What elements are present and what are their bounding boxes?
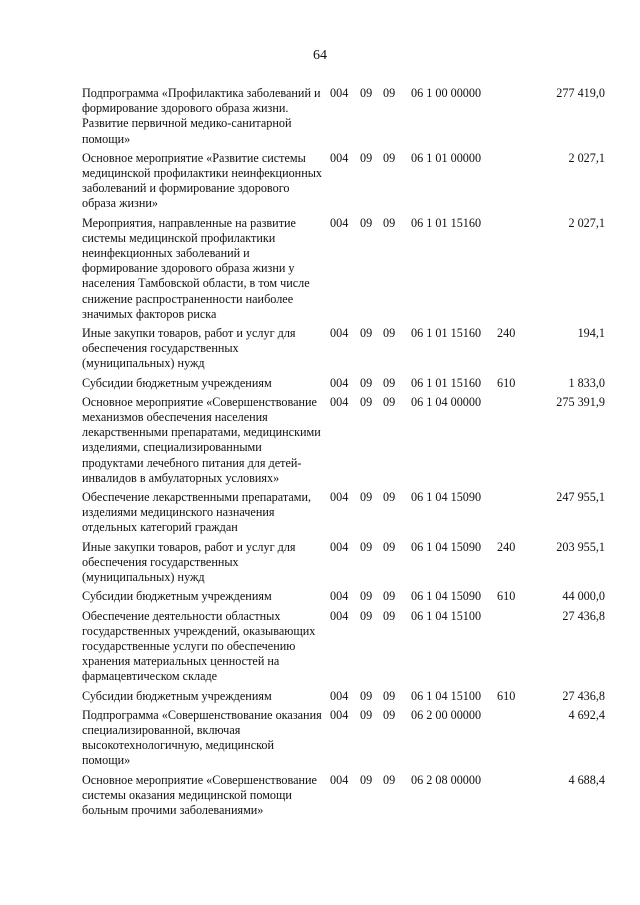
row-name: Субсидии бюджетным учреждениям xyxy=(82,688,272,703)
row-name: Субсидии бюджетным учреждениям xyxy=(82,375,272,390)
amount: 277 419,0 xyxy=(556,86,605,100)
row-name: Подпрограмма «Профилактика заболеваний и формирование здорового образа жизни. Развитие первичной медико-санитарной помощи» xyxy=(82,86,321,146)
subsection-code: 09 xyxy=(383,707,396,722)
subsection-code: 09 xyxy=(383,86,396,100)
section-code: 09 xyxy=(360,394,373,409)
row-name: Подпрограмма «Совершенствование оказания специализированной, включая высокотехнологичную, медицинской помощи» xyxy=(82,707,322,768)
table-row xyxy=(0,216,640,322)
expense-type-code: 610 xyxy=(497,375,516,390)
row-name: Иные закупки товаров, работ и услуг для обеспечения государственных (муниципальных) нужд xyxy=(82,539,296,585)
section-code: 09 xyxy=(360,539,373,554)
subsection-code: 09 xyxy=(383,375,396,390)
table-row xyxy=(0,490,640,536)
subsection-code: 09 xyxy=(383,150,396,165)
target-article-code: 06 1 00 00000 xyxy=(411,86,482,100)
subsection-code: 09 xyxy=(383,215,396,230)
amount: 44 000,0 xyxy=(562,589,605,604)
expense-type-code: 240 xyxy=(497,326,516,341)
page-number: 64 xyxy=(313,48,327,63)
table-row xyxy=(0,773,640,819)
section-code: 09 xyxy=(360,150,373,165)
target-article-code: 06 1 04 15090 xyxy=(411,539,482,554)
amount: 1 833,0 xyxy=(568,375,605,390)
target-article-code: 06 1 04 15090 xyxy=(411,490,482,505)
amount: 247 955,1 xyxy=(556,490,605,505)
row-name: Основное мероприятие «Развитие системы медицинской профилактики неинфекционных заболеваний и формирование здорового образа жизни» xyxy=(82,150,323,211)
target-article-code: 06 1 01 15160 xyxy=(411,326,482,341)
table-row xyxy=(0,689,640,704)
amount: 2 027,1 xyxy=(568,215,605,230)
table-row xyxy=(0,395,640,486)
target-article-code: 06 1 01 15160 xyxy=(411,375,482,390)
amount: 27 436,8 xyxy=(562,688,605,703)
section-code: 09 xyxy=(360,215,373,230)
ministry-code: 004 xyxy=(330,490,349,505)
section-code: 09 xyxy=(360,490,373,505)
amount: 4 688,4 xyxy=(568,772,605,787)
section-code: 09 xyxy=(360,86,373,100)
amount: 194,1 xyxy=(577,326,605,341)
table-row xyxy=(0,326,640,372)
target-article-code: 06 1 04 15090 xyxy=(411,589,482,604)
amount: 4 692,4 xyxy=(568,707,605,722)
budget-table xyxy=(0,86,640,818)
ministry-code: 004 xyxy=(330,688,349,703)
row-name: Обеспечение деятельности областных государственных учреждений, оказывающих государственные услуги по обеспечению хранения материальных ценностей на фармацевтическом складе xyxy=(82,608,316,684)
ministry-code: 004 xyxy=(330,539,349,554)
subsection-code: 09 xyxy=(383,326,396,341)
ministry-code: 004 xyxy=(330,326,349,341)
ministry-code: 004 xyxy=(330,707,349,722)
ministry-code: 004 xyxy=(330,589,349,604)
section-code: 09 xyxy=(360,326,373,341)
table-row xyxy=(0,540,640,586)
row-name: Обеспечение лекарственными препаратами, изделиями медицинского назначения отдельных категорий граждан xyxy=(82,490,312,535)
table-row xyxy=(0,708,640,769)
subsection-code: 09 xyxy=(383,608,396,623)
amount: 2 027,1 xyxy=(568,150,605,165)
subsection-code: 09 xyxy=(383,394,396,409)
target-article-code: 06 1 04 15100 xyxy=(411,608,482,623)
ministry-code: 004 xyxy=(330,86,349,100)
expense-type-code: 240 xyxy=(497,539,516,554)
ministry-code: 004 xyxy=(330,394,349,409)
table-row xyxy=(0,151,640,212)
row-name: Субсидии бюджетным учреждениям xyxy=(82,589,272,604)
target-article-code: 06 2 00 00000 xyxy=(411,707,482,722)
ministry-code: 004 xyxy=(330,772,349,787)
ministry-code: 004 xyxy=(330,215,349,230)
target-article-code: 06 1 01 00000 xyxy=(411,150,482,165)
amount: 27 436,8 xyxy=(562,608,605,623)
subsection-code: 09 xyxy=(383,772,396,787)
subsection-code: 09 xyxy=(383,688,396,703)
amount: 275 391,9 xyxy=(556,394,605,409)
section-code: 09 xyxy=(360,375,373,390)
ministry-code: 004 xyxy=(330,150,349,165)
target-article-code: 06 1 01 15160 xyxy=(411,215,482,230)
ministry-code: 004 xyxy=(330,375,349,390)
expense-type-code: 610 xyxy=(497,589,516,604)
ministry-code: 004 xyxy=(330,608,349,623)
table-row xyxy=(0,86,640,147)
section-code: 09 xyxy=(360,772,373,787)
row-name: Основное мероприятие «Совершенствование механизмов обеспечения населения лекарственными препаратами, медицинскими изделиями, специализированными продуктами лечебного питания для детей-инвалидов в амбулаторных условиях» xyxy=(82,394,321,485)
table-row xyxy=(0,376,640,391)
amount: 203 955,1 xyxy=(556,539,605,554)
table-row xyxy=(0,589,640,604)
section-code: 09 xyxy=(360,608,373,623)
target-article-code: 06 2 08 00000 xyxy=(411,772,482,787)
row-name: Мероприятия, направленные на развитие системы медицинской профилактики неинфекционных заболеваний и формирование здорового образа жизни у населения Тамбовской области, в том числе снижение распространенности наиболее значимых факторов риска xyxy=(82,215,310,321)
section-code: 09 xyxy=(360,688,373,703)
subsection-code: 09 xyxy=(383,539,396,554)
subsection-code: 09 xyxy=(383,589,396,604)
table-row xyxy=(0,609,640,685)
section-code: 09 xyxy=(360,707,373,722)
target-article-code: 06 1 04 00000 xyxy=(411,394,482,409)
expense-type-code: 610 xyxy=(497,688,516,703)
target-article-code: 06 1 04 15100 xyxy=(411,688,482,703)
row-name: Иные закупки товаров, работ и услуг для обеспечения государственных (муниципальных) нужд xyxy=(82,326,296,371)
row-name: Основное мероприятие «Совершенствование системы оказания медицинской помощи больным прочими заболеваниями» xyxy=(82,772,317,817)
section-code: 09 xyxy=(360,589,373,604)
subsection-code: 09 xyxy=(383,490,396,505)
